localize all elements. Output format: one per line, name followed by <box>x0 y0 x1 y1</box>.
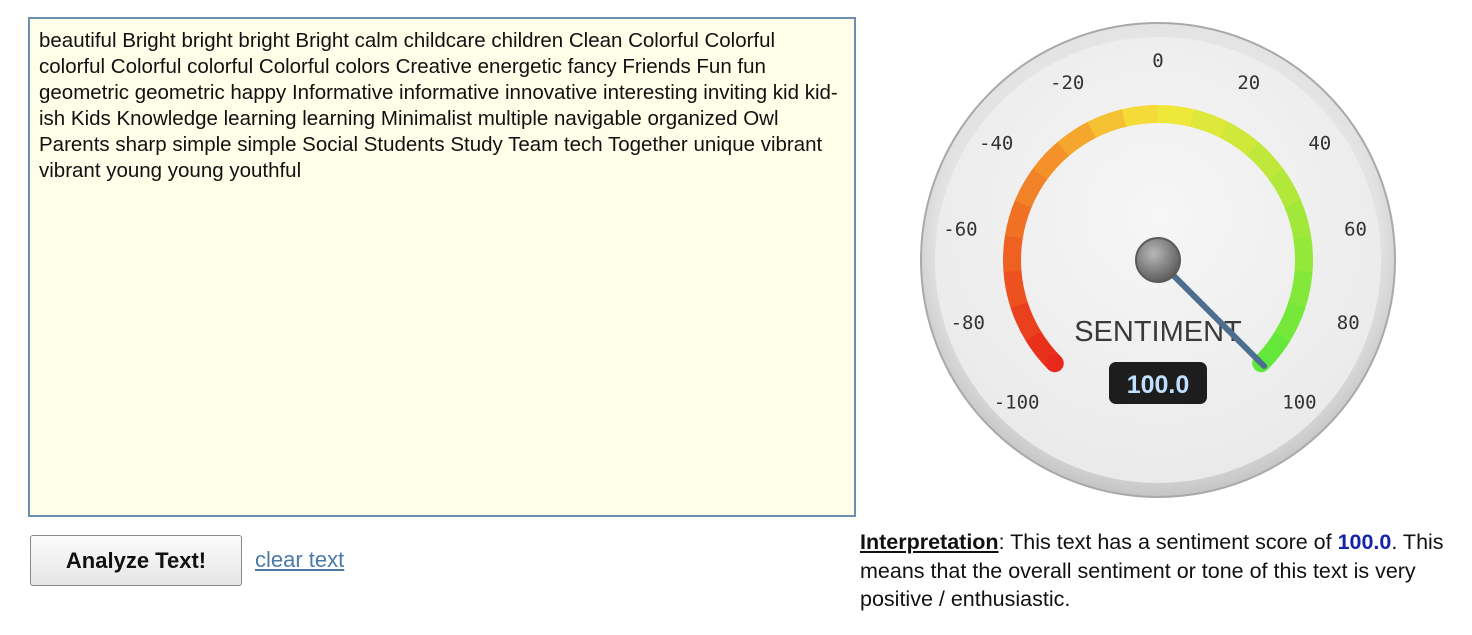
gauge-tick-label: 60 <box>1344 218 1367 241</box>
interpretation-text-after: . This means that the overall sentiment or tone of this text is very positive / enthusiastic. <box>860 530 1444 611</box>
gauge-tick-label: 80 <box>1336 311 1360 334</box>
gauge-tick-label: 40 <box>1308 132 1332 155</box>
gauge-tick-label: 20 <box>1237 71 1261 94</box>
gauge-tick-label: 0 <box>1152 50 1164 72</box>
interpretation-text <box>860 528 1460 614</box>
gauge-value: 100.0 <box>1126 371 1190 399</box>
gauge-tick-label: 100 <box>1282 391 1317 414</box>
interpretation-score: 100.0 <box>1337 530 1392 554</box>
clear-text-link[interactable]: clear text <box>255 547 345 572</box>
gauge-tick-label: -60 <box>943 218 978 241</box>
sentiment-gauge <box>916 18 1400 502</box>
gauge-svg <box>916 18 1400 502</box>
gauge-tick-label: -20 <box>1050 71 1085 94</box>
gauge-tick-label: -40 <box>979 132 1014 155</box>
gauge-tick-label: -100 <box>993 391 1040 414</box>
text-input-area[interactable]: beautiful Bright bright bright Bright calm childcare children Clean Colorful Colorful colorful Colorful colorful Colorful colors Creative energetic fancy Friends Fun fun geometric geometric happy Informative informative innovative interesting inviting kid kid-ish Kids Knowledge learning learning Minimalist multiple navigable organized Owl Parents sharp simple simple Social Students Study Team tech Together unique vibrant vibrant young young youthful <box>28 17 856 517</box>
interpretation-label: Interpretation <box>860 530 999 554</box>
gauge-arc-segment <box>1003 235 1023 272</box>
gauge-arc-cap <box>1046 354 1064 372</box>
interpretation-text-before: : This text has a sentiment score of <box>998 530 1338 554</box>
gauge-tick-label: -80 <box>950 311 985 334</box>
gauge-arc-segment <box>1293 236 1313 273</box>
gauge-title: SENTIMENT <box>1074 316 1242 348</box>
analyze-text-button[interactable]: Analyze Text! <box>30 535 242 586</box>
gauge-pivot <box>1136 238 1180 282</box>
